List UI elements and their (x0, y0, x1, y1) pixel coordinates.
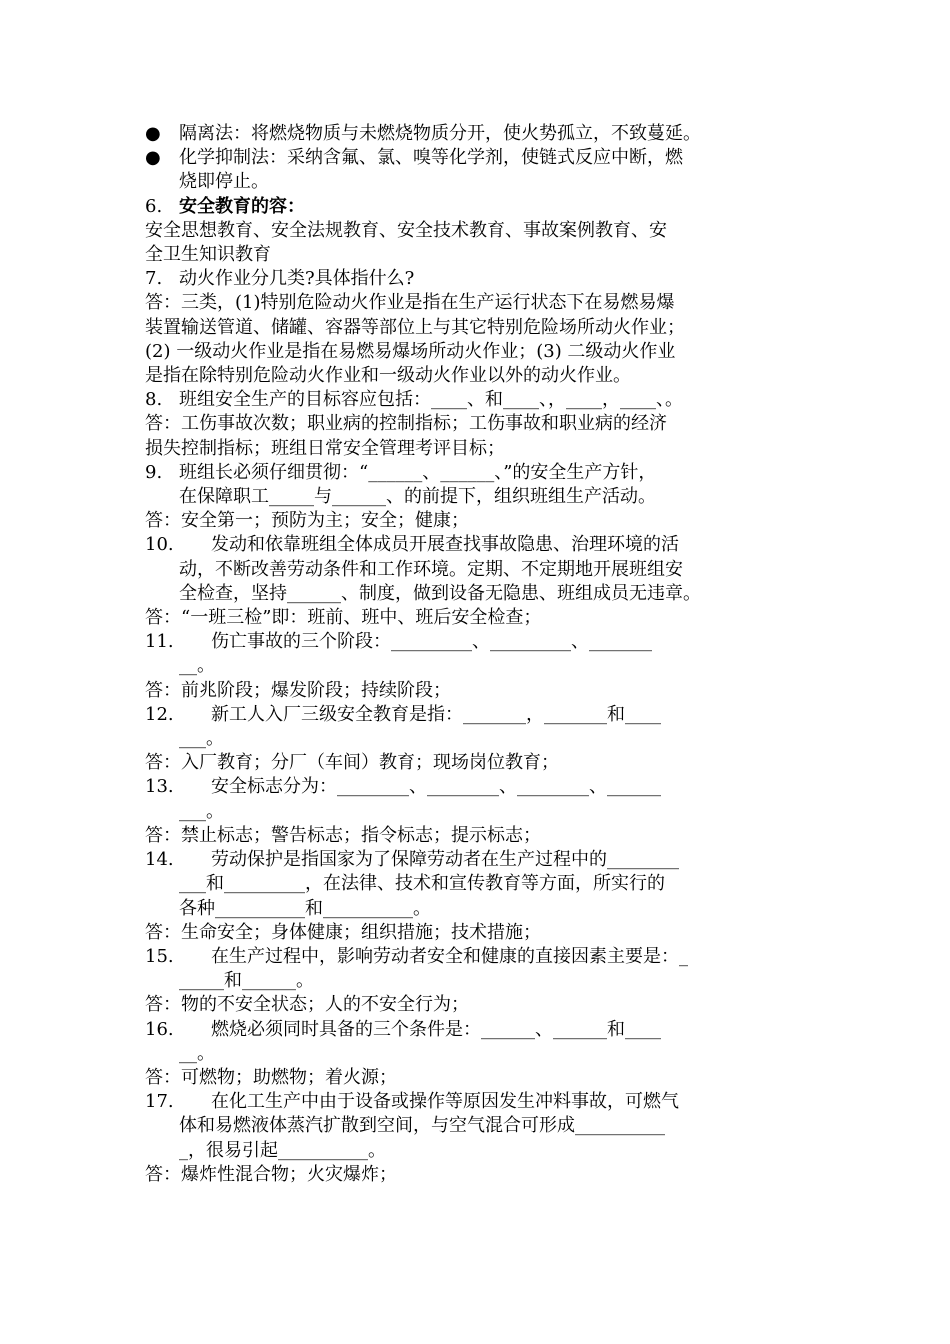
question-continuation (145, 1042, 810, 1066)
bullet-text: 烧即停止。 (179, 171, 269, 193)
question-number: 16. (145, 1018, 174, 1040)
question-item (145, 848, 810, 872)
answer-line: 答：“一班三检”即：班前、班中、班后安全检查； (145, 607, 542, 629)
answer-line: 答：三类，(1)特别危险动火作业是指在生产运行状态下在易燃易爆 (145, 292, 675, 314)
question-item (145, 461, 810, 509)
answer-line: (2) 一级动火作业是指在易燃易爆场所动火作业；(3) 二级动火作业 (145, 340, 676, 362)
question-continuation (145, 1114, 810, 1162)
question-number: 15. (145, 945, 174, 967)
question-item (145, 630, 810, 654)
question-text: 在保障职工_____与______、的前提下，组织班组生产活动。 (179, 486, 656, 508)
answer-line: 是指在除特别危险动火作业和一级动火作业以外的动火作业。 (145, 365, 631, 387)
answer-line: 答：安全第一；预防为主；安全；健康； (145, 510, 469, 532)
question-item (145, 703, 810, 727)
answer-line: 答：物的不安全状态；人的不安全行为； (145, 994, 469, 1016)
answer-line: 答：工伤事故次数；职业病的控制指标；工伤事故和职业病的经济 (145, 413, 667, 435)
question-text: 新工人入厂三级安全教育是指：_______，_______和____ (211, 703, 661, 725)
question-text: __。 (179, 1042, 215, 1064)
question-number: 14. (145, 849, 174, 871)
answer-line: 全卫生知识教育 (145, 244, 271, 266)
question-text: 在化工生产中由于设备或操作等原因发生冲料事故，可燃气 (211, 1091, 679, 1113)
answer-line: 答：可燃物；助燃物；着火源； (145, 1066, 397, 1088)
question-number: 13. (145, 776, 174, 798)
question-item (145, 388, 810, 412)
question-number: 8. (145, 389, 163, 411)
question-text: 燃烧必须同时具备的三个条件是：______、______和____ (211, 1018, 661, 1040)
bullet-text: 隔离法：将燃烧物质与未燃烧物质分开，使火势孤立，不致蔓延。 (179, 123, 701, 144)
question-text: 班组长必须仔细贯彻：“______、______、”的安全生产方针， (179, 461, 657, 483)
question-text: 各种__________和__________。 (179, 897, 431, 919)
bullet-icon: ● (145, 123, 161, 144)
question-number: 9. (145, 461, 163, 483)
question-text: 动火作业分几类?具体指什么? (179, 268, 415, 290)
bullet-text: 化学抑制法：采纳含氟、氯、嗅等化学剂，使链式反应中断，燃 (179, 147, 683, 169)
question-text: ___。 (179, 800, 224, 822)
question-continuation (145, 872, 810, 920)
question-number: 10. (145, 534, 174, 556)
question-text: 动，不断改善劳动条件和工作环境。定期、不定期地开展班组安 (179, 558, 683, 580)
question-text: 班组安全生产的目标容应包括：____、和____、，____，____、。 (179, 389, 683, 411)
answer-line: 答：禁止标志；警告标志；指令标志；提示标志； (145, 824, 541, 846)
question-number: 12. (145, 703, 174, 725)
question-text: 安全标志分为：________、________、________、______ (211, 776, 661, 798)
question-item (145, 945, 810, 969)
question-item (145, 267, 810, 291)
question-text: _____和______。 (179, 970, 314, 992)
question-text: ___和_________，在法律、技术和宣传教育等方面，所实行的 (179, 873, 665, 895)
question-continuation (145, 654, 810, 678)
bullet-item (145, 146, 810, 194)
question-text: 全检查，坚持______、制度，做到设备无隐患、班组成员无违章。 (179, 582, 701, 604)
question-item (145, 1090, 810, 1114)
question-text: 伤亡事故的三个阶段：_________、_________、_______ (211, 631, 652, 653)
answer-line: 答：生命安全；身体健康；组织措施；技术措施； (145, 921, 541, 943)
section-heading (145, 195, 810, 219)
question-item (145, 1018, 810, 1042)
question-text: 在生产过程中，影响劳动者安全和健康的直接因素主要是：_ (211, 945, 688, 967)
answer-line: 装置输送管道、储罐、容器等部位上与其它特别危险场所动火作业； (145, 316, 685, 338)
question-text: ___。 (179, 728, 224, 750)
question-number: 7. (145, 268, 163, 290)
answer-line: 损失控制指标；班组日常安全管理考评目标； (145, 437, 505, 459)
question-continuation (145, 800, 810, 824)
question-text: 劳动保护是指国家为了保障劳动者在生产过程中的________ (211, 849, 679, 871)
question-text: 体和易燃液体蒸汽扩散到空间，与空气混合可形成__________ (179, 1115, 665, 1137)
question-text: __。 (179, 655, 215, 677)
bullet-icon: ● (145, 147, 161, 169)
answer-line: 安全思想教育、安全法规教育、安全技术教育、事故案例教育、安 (145, 219, 667, 241)
answer-line: 答：入厂教育；分厂（车间）教育；现场岗位教育； (145, 752, 559, 774)
document-body (145, 122, 810, 1187)
question-item (145, 775, 810, 799)
question-continuation (145, 969, 810, 993)
answer-line: 答：前兆阶段；爆发阶段；持续阶段； (145, 679, 451, 701)
bullet-item (145, 122, 810, 146)
question-number: 11. (145, 631, 174, 653)
question-text: _，很易引起__________。 (179, 1139, 386, 1161)
question-item (145, 533, 810, 557)
question-text: 发动和依靠班组全体成员开展查找事故隐患、治理环境的活 (211, 534, 679, 556)
answer-line: 答：爆炸性混合物；火灾爆炸； (145, 1163, 397, 1185)
question-number: 17. (145, 1091, 174, 1113)
question-continuation (145, 727, 810, 751)
section-number: 6. (145, 195, 163, 217)
section-title: 安全教育的容： (179, 195, 305, 217)
question-continuation (145, 558, 810, 606)
